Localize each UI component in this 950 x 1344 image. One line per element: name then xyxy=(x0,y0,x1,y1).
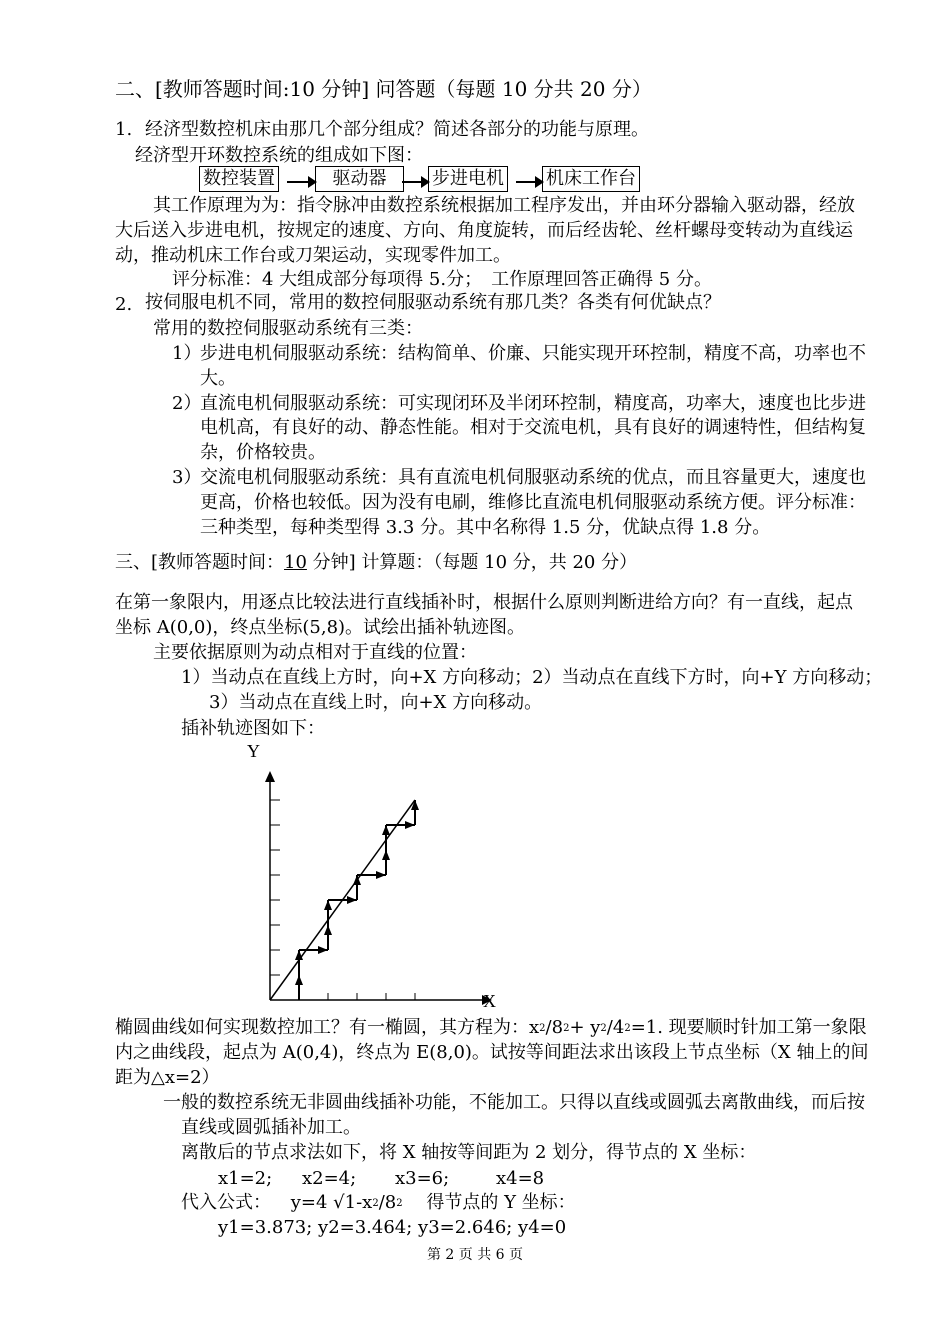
item-1-line-1: 步进电机伺服驱动系统：结构简单、价廉、只能实现开环控制，精度不高，功率也不 xyxy=(200,343,866,364)
formula-main: y=4 √1-x xyxy=(290,1192,373,1213)
item-2-line-3: 杂，价格较贵。 xyxy=(200,442,326,463)
step-arrowhead xyxy=(324,925,332,935)
question-4-line-2: 内之曲线段，起点为 A(0,4)，终点为 E(8,0)。试按等间距法求出该段上节点坐标（X 轴上的间 xyxy=(115,1042,869,1063)
section-3-title-post: 分钟] 计算题：（每题 10 分，共 20 分） xyxy=(306,552,638,573)
scoring-q1: 评分标准：4 大组成部分每项得 5.分； 工作原理回答正确得 5 分。 xyxy=(172,269,712,290)
item-2-label: 2） xyxy=(172,393,202,414)
question-3-rule-2: 3）当动点在直线上时，向+X 方向移动。 xyxy=(209,692,543,713)
y-axis-label: Y xyxy=(247,741,260,761)
question-3-rule-1: 1）当动点在直线上方时，向+X 方向移动；2）当动点在直线下方时，向+Y 方向移动； xyxy=(181,667,883,688)
question-4-line-3: 距为△x=2） xyxy=(115,1067,220,1088)
question-1-text: 经济型数控机床由那几个部分组成？简述各部分的功能与原理。 xyxy=(145,119,649,140)
question-3-principle: 主要依据原则为动点相对于直线的位置： xyxy=(153,642,477,663)
q4-text-pre: 椭圆曲线如何实现数控加工？有一椭圆，其方程为：x xyxy=(115,1017,540,1038)
flow-box-stepper: 步进电机 xyxy=(428,166,508,192)
section-3-title xyxy=(115,550,637,576)
interpolation-chart xyxy=(230,735,530,1015)
discrete-method: 离散后的节点求法如下，将 X 轴按等间距为 2 划分，得节点的 X 坐标： xyxy=(181,1142,757,1163)
question-4-line-1 xyxy=(115,1015,867,1042)
answer-4-line-1: 一般的数控系统无非圆曲线插补功能，不能加工。只得以直线或圆弧去离散曲线，而后按 xyxy=(163,1092,865,1113)
step-arrowhead xyxy=(405,821,415,829)
step-arrowhead xyxy=(318,946,328,954)
item-3-label: 3） xyxy=(172,467,202,488)
x-value-1: x1=2; xyxy=(218,1168,273,1189)
question-1-number: 1. xyxy=(115,119,133,140)
principle-line-2: 大后送入步进电机，按规定的速度、方向、角度旋转，而后经齿轮、丝杆螺母变转动为直线运 xyxy=(115,220,853,241)
item-2-line-2: 电机高，有良好的动、静态性能。相对于交流电机，具有良好的调速特性，但结构复 xyxy=(200,417,866,438)
step-arrowhead xyxy=(295,975,303,985)
item-2-line-1: 直流电机伺服驱动系统：可实现闭环及半闭环控制，精度高，功率大，速度也比步进 xyxy=(200,393,866,414)
step-arrowhead xyxy=(347,896,357,904)
formula-mid: /8 xyxy=(378,1192,397,1213)
q4-text-t2: + y xyxy=(569,1017,601,1038)
y-values: y1=3.873; y2=3.464; y3=2.646; y4=0 xyxy=(218,1217,567,1238)
formula-sup-1: 2 xyxy=(372,1198,379,1209)
step-arrowhead xyxy=(382,850,390,860)
q4-text-t1: /8 xyxy=(545,1017,564,1038)
question-3-line-2: 坐标 A(0,0)，终点坐标(5,8)。试绘出插补轨迹图。 xyxy=(115,617,526,638)
item-3-line-1: 交流电机伺服驱动系统：具有直流电机伺服驱动系统的优点，而且容量更大，速度也 xyxy=(200,467,866,488)
item-3-line-2: 更高，价格也较低。因为没有电刷，维修比直流电机伺服驱动系统方便。评分标准： xyxy=(200,492,866,513)
flow-box-table: 机床工作台 xyxy=(542,166,640,192)
figure-caption: 插补轨迹图如下： xyxy=(181,718,325,739)
item-1-line-2: 大。 xyxy=(200,368,236,389)
y-axis-arrowhead xyxy=(265,771,275,782)
flow-arrow-1 xyxy=(287,181,315,183)
page-footer: 第 2 页 共 6 页 xyxy=(426,1247,524,1263)
item-1-label: 1） xyxy=(172,343,202,364)
x-axis-label: X xyxy=(483,991,496,1011)
q4-text-t3: /4 xyxy=(606,1017,625,1038)
flow-box-controller: 数控装置 xyxy=(199,166,279,192)
question-3-line-1: 在第一象限内，用逐点比较法进行直线插补时，根据什么原则判断进给方向？有一直线，起点 xyxy=(115,592,853,613)
flow-arrow-3 xyxy=(516,181,542,183)
q4-sup-2: 2 xyxy=(563,1023,570,1034)
q4-sup-1: 2 xyxy=(539,1023,546,1034)
x-value-2: x2=4; xyxy=(302,1168,357,1189)
step-arrowhead xyxy=(324,900,332,910)
formula-sup-2: 2 xyxy=(396,1198,403,1209)
answer-4-line-2: 直线或圆弧插补加工。 xyxy=(181,1117,361,1138)
question-2-number: 2. xyxy=(115,294,133,315)
step-arrowhead xyxy=(382,825,390,835)
x-value-4: x4=8 xyxy=(496,1168,545,1189)
question-1-intro: 经济型开环数控系统的组成如下图： xyxy=(135,145,423,166)
question-2-intro: 常用的数控伺服驱动系统有三类： xyxy=(153,318,423,339)
step-arrowhead xyxy=(376,871,386,879)
x-value-3: x3=6; xyxy=(395,1168,450,1189)
formula-pre: 代入公式： xyxy=(181,1192,271,1213)
formula-line xyxy=(181,1190,576,1217)
formula-post: 得节点的 Y 坐标： xyxy=(426,1192,576,1213)
principle-line-3: 动，推动机床工作台或刀架运动，实现零件加工。 xyxy=(115,245,511,266)
formula-expression xyxy=(291,1192,403,1213)
q4-sup-3: 2 xyxy=(600,1023,607,1034)
principle-line-1: 其工作原理为为：指令脉冲由数控系统根据加工程序发出，并由环分器输入驱动器，经放 xyxy=(153,195,855,216)
flow-arrow-2 xyxy=(402,181,428,183)
chart-steps xyxy=(295,800,419,1000)
flow-box-driver: 驱动器 xyxy=(315,166,404,192)
q4-sup-4: 2 xyxy=(624,1023,631,1034)
question-2-text: 按伺服电机不同，常用的数控伺服驱动系统有那几类？各类有何优缺点？ xyxy=(145,292,721,313)
section-3-title-num: 10 xyxy=(284,552,307,573)
item-3-line-3: 三种类型，每种类型得 3.3 分。其中名称得 1.5 分，优缺点得 1.8 分。 xyxy=(200,517,771,538)
q4-text-post: =1. 现要顺时针加工第一象限 xyxy=(630,1017,867,1038)
section-3-title-pre: 三、[教师答题时间： xyxy=(115,552,285,573)
section-2-title: 二、[教师答题时间:10 分钟] 问答题（每题 10 分共 20 分） xyxy=(115,77,652,101)
